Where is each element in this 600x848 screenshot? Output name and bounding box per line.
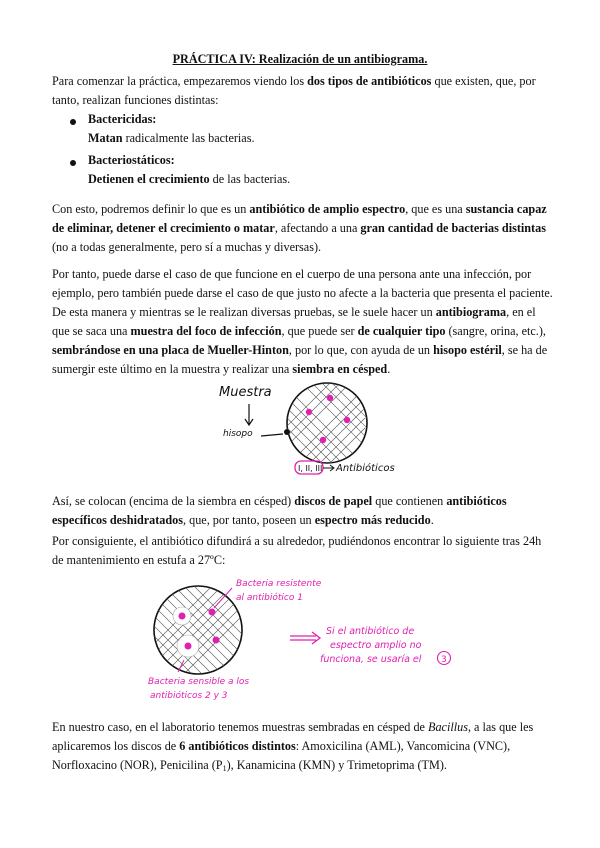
procedure-line-2: que se saca una muestra del foco de infección, que puede ser de cualquier tipo (sangre, orina, etc.),: [52, 324, 546, 338]
diffusion-line-1: Por consiguiente, el antibiótico difundirá a su alrededor, pudiéndonos encontrar lo siguiente tras 24h: [52, 534, 542, 548]
note-number: 3: [441, 655, 447, 665]
note-label: funciona, se usaría el: [320, 654, 422, 665]
bullet-dot: [70, 160, 76, 166]
petri-dish: [287, 383, 367, 463]
antibioticos-label: Antibióticos: [336, 463, 395, 474]
case-line-1: Por tanto, puede darse el caso de que funcione en el cuerpo de una persona ante una infección, por: [52, 267, 532, 281]
antibiotic-disc: [179, 613, 186, 620]
sample-plate-sketch: [205, 368, 435, 488]
procedure-line-3: sembrándose en una placa de Mueller-Hinton, por lo que, con ayuda de un hisopo estéril, se ha de: [52, 343, 548, 357]
procedure-line-1: De esta manera y mientras se le realizan diversas pruebas, se le suele hacer un antibiograma, en el: [52, 305, 536, 319]
note-label: espectro amplio no: [330, 640, 422, 651]
case-line-2: ejemplo, pero también puede darse el caso de que justo no afecte a la bacteria que presenta el paciente.: [52, 286, 553, 300]
antibiotic-disc: [213, 637, 220, 644]
page-title: PRÁCTICA IV: Realización de un antibiograma.: [172, 52, 428, 66]
result-plate-sketch: [140, 572, 470, 707]
definition-line-3: (no a todas generalmente, pero sí a muchas y diversas).: [52, 240, 322, 254]
discs-line-1: Así, se colocan (encima de la siembra en césped) discos de papel que contienen antibióticos: [52, 494, 507, 508]
discs-line-2: específicos deshidratados, que, por tanto, poseen un espectro más reducido.: [52, 513, 434, 527]
sensitive-label: antibióticos 2 y 3: [150, 691, 228, 701]
procedure-line-4: sumergir este último en la muestra y realizar una siembra en césped.: [52, 362, 391, 376]
definition-line-2: de eliminar, detener el crecimiento o matar, afectando a una gran cantidad de bacterias distintas: [52, 221, 546, 235]
resistant-label: al antibiótico 1: [236, 593, 303, 603]
note-label: Si el antibiótico de: [326, 626, 415, 637]
bullet-dot: [70, 119, 76, 125]
intro-line-2: tanto, realizan funciones distintas:: [52, 93, 219, 107]
case-study-line-1: En nuestro caso, en el laboratorio tenemos muestras sembradas en césped de Bacillus, a las que les: [52, 720, 534, 734]
case-study-line-3: Norfloxacino (NOR), Penicilina $(P_1)$, Kanamicina (KMN) y Trimetoprima (TM).: [52, 758, 447, 773]
intro-line-1: Para comenzar la práctica, empezaremos viendo los dos tipos de antibióticos que existen, que, por: [52, 74, 536, 88]
antibiotic-disc: [185, 643, 192, 650]
discs-label: I, II, III: [298, 464, 323, 473]
hisopo-label: hisopo: [223, 429, 253, 439]
bullet-heading: Bacteriostáticos:: [88, 153, 175, 167]
antibiotic-disc: [306, 409, 312, 415]
muestra-label: Muestra: [219, 385, 272, 400]
antibiotic-disc: [209, 609, 216, 616]
bullet-heading: Bactericidas:: [88, 112, 157, 126]
arrow-right-icon: [261, 434, 283, 436]
diffusion-line-2: de mantenimiento en estufa a 27ºC:: [52, 553, 226, 567]
resistant-label: Bacteria resistente: [236, 579, 322, 589]
bullet-text: Matan radicalmente las bacterias.: [88, 131, 255, 145]
antibiotic-disc: [320, 437, 326, 443]
antibiotic-disc: [327, 395, 333, 401]
antibiotic-disc: [344, 417, 350, 423]
bullet-text: Detienen el crecimiento de las bacterias.: [88, 172, 291, 186]
definition-line-1: Con esto, podremos definir lo que es un antibiótico de amplio espectro, que es una sustancia capaz: [52, 202, 547, 216]
case-study-line-2: aplicaremos los discos de 6 antibióticos distintos: Amoxicilina (AML), Vancomicina (VNC),: [52, 739, 511, 753]
sensitive-label: Bacteria sensible a los: [148, 677, 250, 687]
